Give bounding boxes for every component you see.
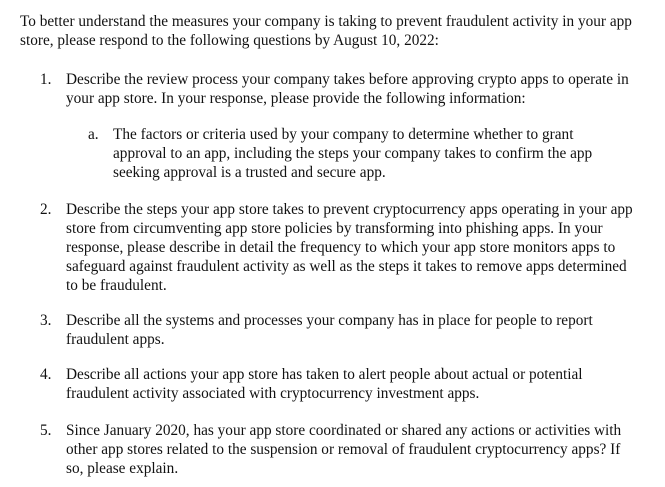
question-3-text: Describe all the systems and processes your company has in place for people to report fraudulent apps. (66, 312, 593, 348)
question-3-marker: 3. (40, 312, 52, 329)
question-2-marker: 2. (40, 201, 52, 218)
subitem-a-marker: a. (88, 126, 99, 143)
subitem-a-text: The factors or criteria used by your company to determine whether to grant approval to an app, including the steps your company takes to confirm the app seeking approval is a trusted and secure app. (113, 126, 593, 181)
question-4-marker: 4. (40, 366, 52, 383)
question-4 (40, 365, 640, 403)
question-2-text: Describe the steps your app store takes to prevent cryptocurrency apps operating in your app store from circumventing app store policies by transforming into phishing apps. In your response, please describe in detail the frequency to which your app store monitors apps to safeguard against fraudulent activity as well as the steps it takes to remove apps determined to be fraudulent. (66, 201, 633, 294)
question-5 (40, 421, 640, 478)
question-1-marker: 1. (40, 71, 52, 88)
question-5-marker: 5. (40, 422, 52, 439)
question-3 (40, 311, 640, 349)
question-2 (40, 200, 640, 295)
question-4-text: Describe all actions your app store has taken to alert people about actual or potential fraudulent activity associated with cryptocurrency investment apps. (66, 366, 583, 402)
question-1 (40, 70, 640, 108)
question-5-text: Since January 2020, has your app store coordinated or shared any actions or activities with other app stores related to the suspension or removal of fraudulent cryptocurrency apps? If so, please explain. (66, 422, 622, 477)
intro-paragraph: To better understand the measures your company is taking to prevent fraudulent activity in your app store, please respond to the following questions by August 10, 2022: (20, 13, 632, 49)
question-1-text: Describe the review process your company takes before approving crypto apps to operate in your app store. In your response, please provide the following information: (66, 71, 629, 107)
question-1-subitem-a (88, 125, 628, 182)
